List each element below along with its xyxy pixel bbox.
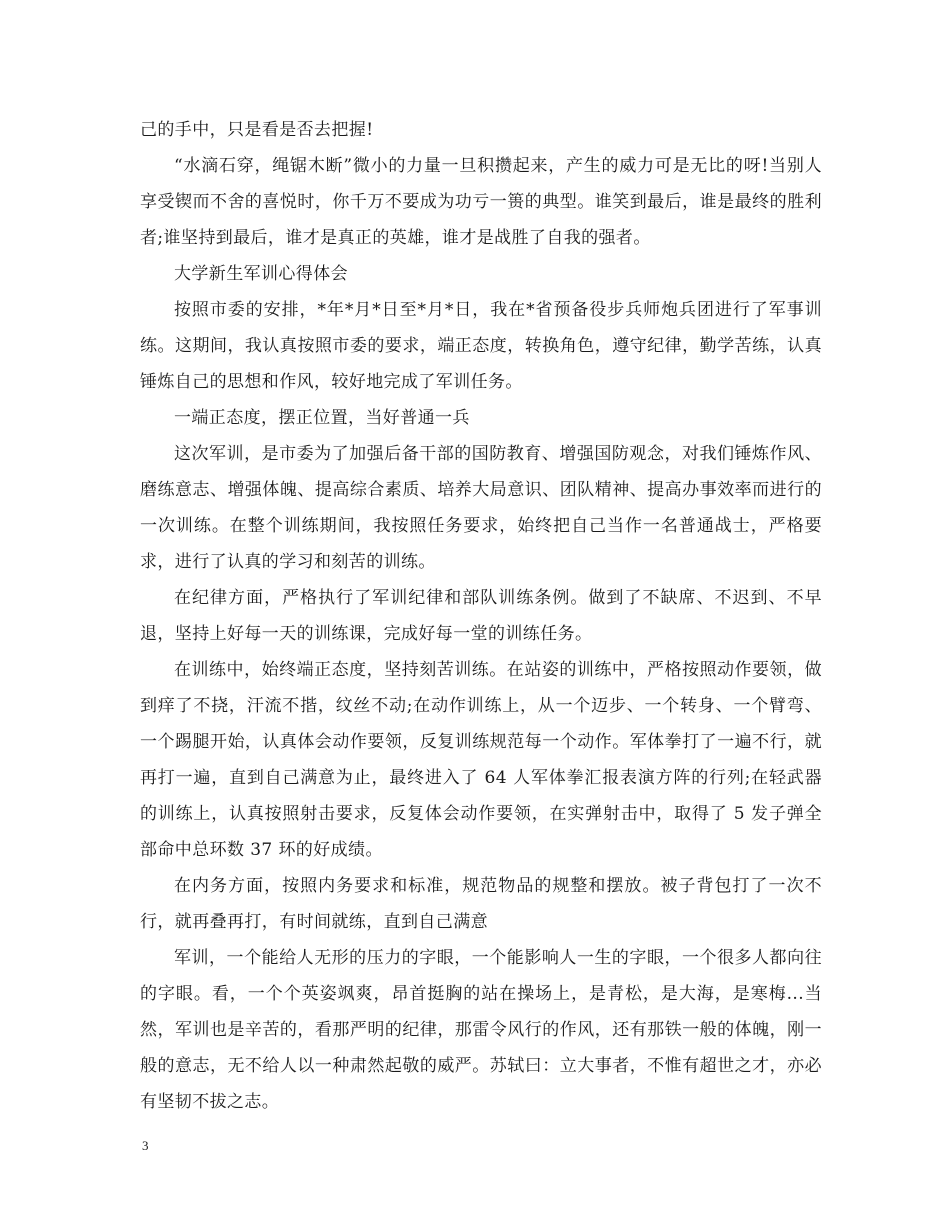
paragraph-continuation: 己的手中，只是看是否去把握! bbox=[140, 120, 374, 140]
paragraph-reflection: 军训，一个能给人无形的压力的字眼，一个能影响人一生的字眼，一个很多人都向往的字眼。看，一个个英姿飒爽，昂首挺胸的站在操场上，是青松，是大海，是寒梅...当然，军训也是辛苦的，看那严明的纪律，那雷令风行的作风，还有那铁一般的体魄，刚一般的意志，无不给人以一种肃然起敬的威严。苏轼曰：立大事者，不惟有超世之才，亦必有坚韧不拔之志。 bbox=[140, 948, 822, 1112]
document-body bbox=[140, 112, 822, 1120]
paragraph-water-drop: “水滴石穿，绳锯木断”微小的力量一旦积攒起来，产生的威力可是无比的呀!当别人享受锲而不舍的喜悦时，你千万不要成为功亏一篑的典型。谁笑到最后，谁是最终的胜利者;谁坚持到最后，谁才是真正的英雄，谁才是战胜了自我的强者。 bbox=[140, 156, 822, 248]
paragraph-housekeeping: 在内务方面，按照内务要求和标准，规范物品的规整和摆放。被子背包打了一次不行，就再叠再打，有时间就练，直到自己满意 bbox=[140, 876, 822, 932]
page-number: 3 bbox=[142, 1138, 149, 1153]
paragraph-arrangement: 按照市委的安排，*年*月*日至*月*日，我在*省预备役步兵师炮兵团进行了军事训练。这期间，我认真按照市委的要求，端正态度，转换角色，遵守纪律，勤学苦练，认真锤炼自己的思想和作风，较好地完成了军训任务。 bbox=[140, 300, 822, 392]
paragraph-training: 在训练中，始终端正态度，坚持刻苦训练。在站姿的训练中，严格按照动作要领，做到痒了不挠，汗流不揩，纹丝不动;在动作训练上，从一个迈步、一个转身、一个臂弯、一个踢腿开始，认真体会动作要领，反复训练规范每一个动作。军体拳打了一遍不行，就再打一遍，直到自己满意为止，最终进入了 64 人军体拳汇报表演方阵的行列;在轻武器的训练上，认真按照射击要求，反复体会动作要领，在实弹射击中，取得了 5 发子弹全部命中总环数 37 环的好成绩。 bbox=[140, 660, 822, 860]
paragraph-discipline: 在纪律方面，严格执行了军训纪律和部队训练条例。做到了不缺席、不迟到、不早退，坚持上好每一天的训练课，完成好每一堂的训练任务。 bbox=[140, 588, 822, 644]
section-title: 大学新生军训心得体会 bbox=[174, 264, 348, 284]
paragraph-training-purpose: 这次军训，是市委为了加强后备干部的国防教育、增强国防观念，对我们锤炼作风、磨练意志、增强体魄、提高综合素质、培养大局意识、团队精神、提高办事效率而进行的一次训练。在整个训练期间，我按照任务要求，始终把自己当作一名普通战士，严格要求，进行了认真的学习和刻苦的训练。 bbox=[140, 444, 822, 572]
section-heading-attitude: 一端正态度，摆正位置，当好普通一兵 bbox=[174, 408, 470, 428]
